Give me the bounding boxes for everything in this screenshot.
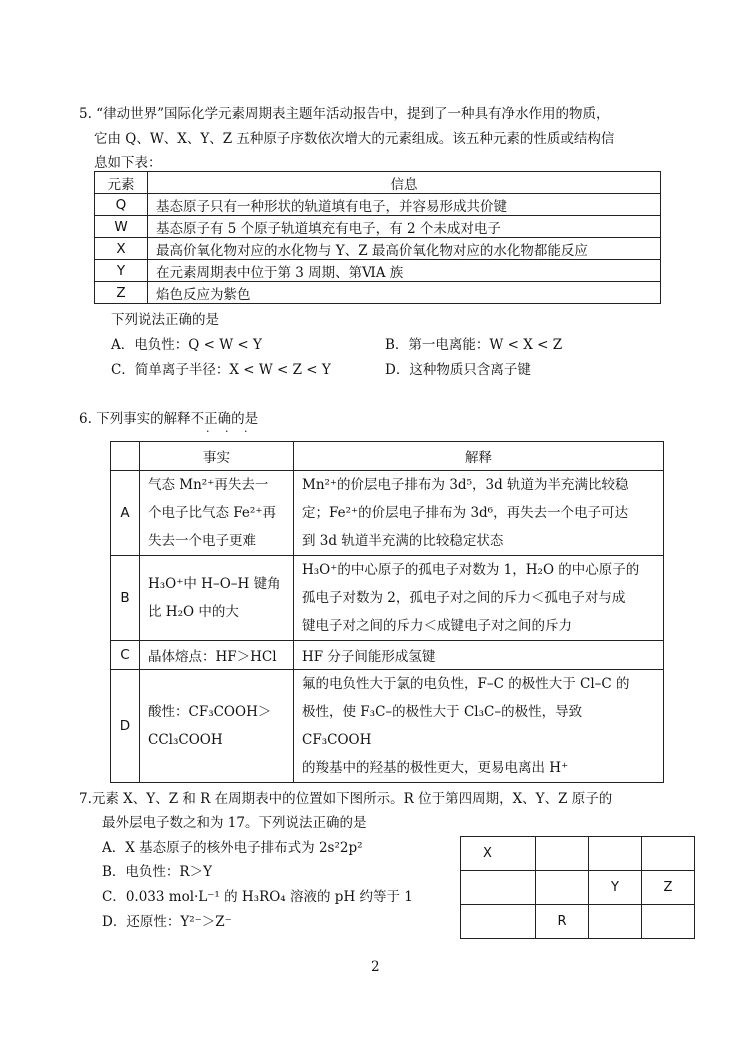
q6-row-label: B: [111, 556, 140, 641]
q6-fact-line: CCl₃COOH: [148, 732, 223, 748]
q6-fact-line: H₃O⁺中 H–O–H 键角: [148, 576, 281, 592]
q5-header-info: 信息: [148, 172, 661, 194]
q5-stem-line-2: 它由 Q、W、X、Y、Z 五种原子序数依次增大的元素组成。该五种元素的性质或结构信: [94, 131, 615, 147]
q7-option-a: A．X 基态原子的核外电子排布式为 2s²2p²: [102, 840, 363, 856]
q5-row-info: 焰色反应为紫色: [148, 282, 661, 304]
q6-explain-line: 孤电子对数为 2，孤电子对之间的斥力＜孤电子对与成: [302, 590, 626, 606]
q5-element-table: [94, 171, 661, 304]
q5-row-element: Q: [95, 194, 148, 216]
page-number: 2: [371, 959, 380, 975]
grid-cell: Z: [642, 871, 695, 905]
q6-explain-line: 氟的电负性大于氯的电负性，F–C 的极性大于 Cl–C 的: [302, 676, 630, 692]
q6-stem: 6. 下列事实的解释不正确的是: [79, 411, 259, 427]
grid-cell: [461, 871, 536, 905]
q7-option-b: B．电负性：R＞Y: [102, 864, 212, 880]
grid-cell: [461, 905, 536, 939]
grid-cell: [642, 837, 695, 871]
q6-header-fact: 事实: [140, 442, 294, 471]
q5-option-c: C．简单离子半径：X < W < Z < Y: [111, 362, 331, 378]
q6-explain-line: 键电子对之间的斥力＜成键电子对之间的斥力: [302, 618, 572, 634]
q6-header-explain: 解释: [294, 442, 664, 471]
q7-periodic-grid: [460, 836, 695, 939]
q5-row-info: 最高价氧化物对应的水化物与 Y、Z 最高价氧化物对应的水化物都能反应: [148, 238, 661, 260]
q7-option-d: D．还原性：Y²⁻＞Z⁻: [102, 914, 232, 930]
q6-explain-line: 极性，使 F₃C–的极性大于 Cl₃C–的极性，导致 CF₃COOH: [302, 704, 583, 748]
grid-cell: [589, 837, 642, 871]
q6-fact-line: 酸性：CF₃COOH＞: [148, 704, 272, 720]
q6-explain-line: 到 3d 轨道半充满的比较稳定状态: [302, 533, 504, 549]
q5-option-d: D．这种物质只含离子键: [385, 362, 531, 378]
q5-row-info: 在元素周期表中位于第 3 周期、第ⅥA 族: [148, 260, 661, 282]
q6-header-blank: [111, 442, 140, 471]
grid-cell: Y: [589, 871, 642, 905]
q6-explain-line: Mn²⁺的价层电子排布为 3d⁵，3d 轨道为半充满比较稳: [302, 477, 629, 493]
q6-fact-line: 个电子比气态 Fe²⁺再: [148, 505, 276, 521]
q5-stem-line-1: 5. “律动世界”国际化学元素周期表主题年活动报告中，提到了一种具有净水作用的物质，: [79, 106, 610, 122]
grid-cell: [589, 905, 642, 939]
q6-fact-line: 气态 Mn²⁺再失去一: [148, 477, 269, 493]
q6-explain-line: 定；Fe²⁺的价层电子排布为 3d⁶，再失去一个电子可达: [302, 505, 629, 521]
q5-option-a: A．电负性：Q < W < Y: [111, 337, 262, 353]
q5-row-info: 基态原子有 5 个原子轨道填充有电子，有 2 个未成对电子: [148, 216, 661, 238]
q6-fact-line: 晶体熔点：HF＞HCl: [148, 649, 277, 665]
grid-cell: [536, 871, 589, 905]
q5-stem-line-3: 息如下表：: [94, 155, 162, 171]
q6-fact-line: 失去一个电子更难: [148, 533, 256, 549]
grid-cell: [642, 905, 695, 939]
grid-cell: R: [536, 905, 589, 939]
q5-header-element: 元素: [95, 172, 148, 194]
q7-stem-line-1: 7.元素 X、Y、Z 和 R 在周期表中的位置如下图所示。R 位于第四周期，X、Y、Z 原子的: [79, 791, 613, 807]
q7-option-c: C．0.033 mol·L⁻¹ 的 H₃RO₄ 溶液的 pH 约等于 1: [102, 889, 413, 905]
q6-explanation-table: [110, 441, 664, 783]
q5-row-element: X: [95, 238, 148, 260]
q7-stem-line-2: 最外层电子数之和为 17。下列说法正确的是: [102, 815, 367, 831]
q5-row-info: 基态原子只有一种形状的轨道填有电子，并容易形成共价键: [148, 194, 661, 216]
q5-prompt: 下列说法正确的是: [111, 312, 219, 328]
grid-cell: X: [461, 837, 536, 871]
q6-emphasis-dots: · · ·: [206, 425, 254, 438]
q6-row-label: D: [111, 670, 140, 783]
q6-row-label: C: [111, 641, 140, 670]
q5-row-element: Z: [95, 282, 148, 304]
q6-explain-line: H₃O⁺的中心原子的孤电子对数为 1，H₂O 的中心原子的: [302, 562, 640, 578]
q6-explain-line: 的羧基中的羟基的极性更大，更易电离出 H⁺: [302, 760, 569, 776]
q6-row-label: A: [111, 471, 140, 556]
q6-explain-line: HF 分子间能形成氢键: [302, 649, 436, 665]
q5-row-element: Y: [95, 260, 148, 282]
q6-fact-line: 比 H₂O 中的大: [148, 604, 239, 620]
q5-row-element: W: [95, 216, 148, 238]
grid-cell: [536, 837, 589, 871]
q5-option-b: B．第一电离能：W < X < Z: [385, 337, 563, 353]
